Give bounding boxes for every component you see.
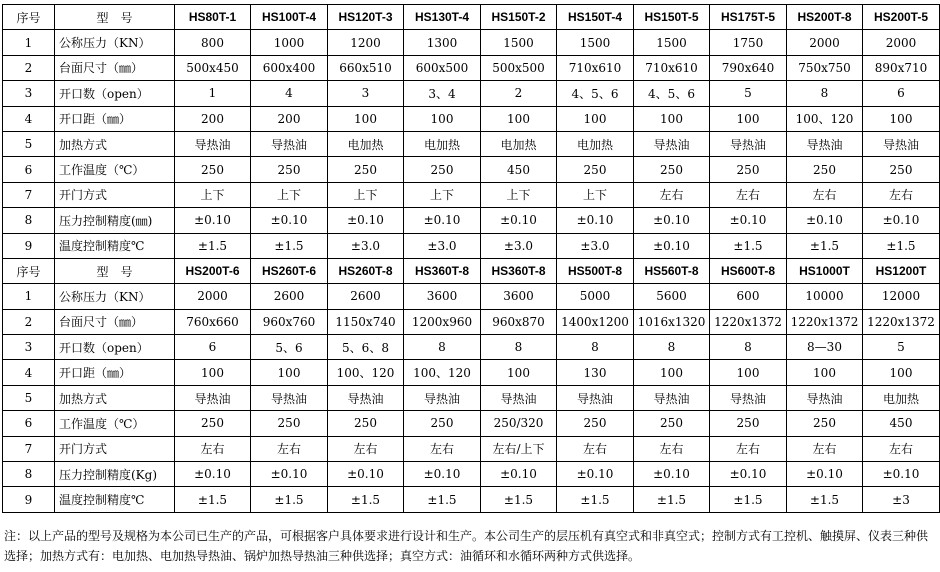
model-header-row [3, 258, 940, 283]
table-cell: ±0.10 [481, 208, 557, 233]
row-index: 5 [3, 131, 55, 156]
table-cell: 250 [634, 157, 710, 182]
table-cell: 5000 [557, 284, 634, 309]
table-row [3, 233, 940, 258]
table-cell: ±0.10 [251, 208, 328, 233]
table-cell: 左右 [404, 436, 481, 461]
table-row [3, 81, 940, 106]
table-cell: 左右 [634, 182, 710, 207]
table-cell: 左右 [634, 436, 710, 461]
table-cell: 500x500 [481, 55, 557, 80]
table-cell: 左右/上下 [481, 436, 557, 461]
model-name: HS360T-8 [481, 258, 557, 283]
table-cell: 8 [710, 335, 787, 360]
table-cell: 130 [557, 360, 634, 385]
table-cell: 左右 [251, 436, 328, 461]
model-name: HS600T-8 [710, 258, 787, 283]
table-cell: 250 [328, 411, 404, 436]
table-row [3, 436, 940, 461]
model-name: HS260T-6 [251, 258, 328, 283]
table-row [3, 182, 940, 207]
table-cell: ±1.5 [251, 233, 328, 258]
row-index: 4 [3, 106, 55, 131]
table-cell: 100 [328, 106, 404, 131]
table-cell: 导热油 [710, 131, 787, 156]
row-index: 7 [3, 436, 55, 461]
table-cell: 600 [710, 284, 787, 309]
parameter-label: 台面尺寸（㎜） [55, 55, 175, 80]
table-cell: 导热油 [710, 385, 787, 410]
table-row [3, 284, 940, 309]
table-cell: 导热油 [634, 131, 710, 156]
table-cell: 960x870 [481, 309, 557, 334]
row-index: 2 [3, 55, 55, 80]
parameter-label: 公称压力（KN） [55, 284, 175, 309]
table-cell: ±0.10 [634, 462, 710, 487]
table-cell: 250/320 [481, 411, 557, 436]
model-name: HS150T-4 [557, 5, 634, 30]
table-row [3, 30, 940, 55]
model-name: HS260T-8 [328, 258, 404, 283]
parameter-label: 台面尺寸（㎜） [55, 309, 175, 334]
table-cell: 2000 [787, 30, 863, 55]
table-cell: 8 [557, 335, 634, 360]
table-cell: 1500 [557, 30, 634, 55]
table-row [3, 157, 940, 182]
table-cell: 上下 [404, 182, 481, 207]
row-index: 1 [3, 284, 55, 309]
table-cell: ±0.10 [787, 462, 863, 487]
table-cell: ±0.10 [787, 208, 863, 233]
table-cell: 100 [557, 106, 634, 131]
table-cell: 1500 [634, 30, 710, 55]
table-cell: ±1.5 [404, 487, 481, 512]
model-header: 型 号 [55, 258, 175, 283]
table-cell: 960x760 [251, 309, 328, 334]
table-cell: 电加热 [328, 131, 404, 156]
model-name: HS120T-3 [328, 5, 404, 30]
table-cell: ±1.5 [787, 233, 863, 258]
table-row [3, 106, 940, 131]
table-cell: ±0.10 [404, 462, 481, 487]
table-cell: 导热油 [328, 385, 404, 410]
table-cell: 250 [710, 157, 787, 182]
table-cell: 电加热 [404, 131, 481, 156]
model-name: HS100T-4 [251, 5, 328, 30]
parameter-label: 公称压力（KN） [55, 30, 175, 55]
table-cell: ±0.10 [328, 208, 404, 233]
table-cell: 导热油 [787, 131, 863, 156]
table-cell: 750x750 [787, 55, 863, 80]
table-cell: 上下 [251, 182, 328, 207]
table-cell: 100 [481, 360, 557, 385]
table-cell: ±3.0 [404, 233, 481, 258]
table-cell: 5 [863, 335, 940, 360]
table-cell: 导热油 [175, 385, 251, 410]
table-row [3, 335, 940, 360]
table-cell: 左右 [175, 436, 251, 461]
table-cell: 250 [787, 411, 863, 436]
table-cell: 250 [787, 157, 863, 182]
table-cell: 890x710 [863, 55, 940, 80]
model-name: HS200T-8 [787, 5, 863, 30]
table-cell: ±1.5 [175, 487, 251, 512]
table-cell: ±3 [863, 487, 940, 512]
table-cell: 100 [863, 360, 940, 385]
table-cell: 导热油 [175, 131, 251, 156]
model-name: HS200T-6 [175, 258, 251, 283]
table-cell: ±0.10 [175, 208, 251, 233]
table-cell: 1220x1372 [787, 309, 863, 334]
table-cell: 左右 [710, 182, 787, 207]
table-cell: 上下 [328, 182, 404, 207]
table-cell: 左右 [328, 436, 404, 461]
table-cell: 450 [481, 157, 557, 182]
table-cell: 100 [634, 360, 710, 385]
table-cell: 5、6、8 [328, 335, 404, 360]
parameter-label: 开口数（open） [55, 81, 175, 106]
table-cell: ±0.10 [251, 462, 328, 487]
table-cell: 1500 [481, 30, 557, 55]
table-cell: 5600 [634, 284, 710, 309]
table-cell: 100 [787, 360, 863, 385]
table-cell: 8 [634, 335, 710, 360]
table-cell: 3 [328, 81, 404, 106]
table-cell: ±1.5 [634, 487, 710, 512]
table-cell: 1150x740 [328, 309, 404, 334]
table-cell: 导热油 [557, 385, 634, 410]
spec-table [2, 4, 940, 513]
table-cell: 2000 [175, 284, 251, 309]
row-index: 5 [3, 385, 55, 410]
table-cell: 600x400 [251, 55, 328, 80]
table-cell: ±0.10 [634, 233, 710, 258]
table-cell: 1016x1320 [634, 309, 710, 334]
table-cell: 上下 [175, 182, 251, 207]
row-index: 1 [3, 30, 55, 55]
table-cell: 3、4 [404, 81, 481, 106]
table-cell: 电加热 [481, 131, 557, 156]
table-row [3, 487, 940, 512]
table-cell: 710x610 [557, 55, 634, 80]
table-cell: ±1.5 [481, 487, 557, 512]
model-name: HS130T-4 [404, 5, 481, 30]
table-cell: 250 [175, 157, 251, 182]
parameter-label: 开门方式 [55, 436, 175, 461]
table-cell: 2 [481, 81, 557, 106]
parameter-label: 工作温度（℃） [55, 157, 175, 182]
row-index: 7 [3, 182, 55, 207]
parameter-label: 加热方式 [55, 385, 175, 410]
table-cell: 250 [251, 157, 328, 182]
table-row [3, 360, 940, 385]
model-name: HS1000T [787, 258, 863, 283]
table-cell: ±3.0 [557, 233, 634, 258]
index-header: 序号 [3, 258, 55, 283]
table-cell: 710x610 [634, 55, 710, 80]
table-cell: 2000 [863, 30, 940, 55]
model-name: HS1200T [863, 258, 940, 283]
table-cell: 5 [710, 81, 787, 106]
table-cell: 4、5、6 [557, 81, 634, 106]
table-cell: 250 [251, 411, 328, 436]
table-cell: ±0.10 [328, 462, 404, 487]
table-row [3, 55, 940, 80]
model-name: HS175T-5 [710, 5, 787, 30]
row-index: 6 [3, 157, 55, 182]
row-index: 8 [3, 462, 55, 487]
table-cell: 250 [863, 157, 940, 182]
table-row [3, 131, 940, 156]
table-cell: ±1.5 [557, 487, 634, 512]
table-cell: 450 [863, 411, 940, 436]
table-cell: ±0.10 [404, 208, 481, 233]
parameter-label: 开口距（㎜） [55, 360, 175, 385]
table-cell: 660x510 [328, 55, 404, 80]
table-cell: 导热油 [251, 385, 328, 410]
table-cell: 100 [710, 106, 787, 131]
table-cell: ±3.0 [328, 233, 404, 258]
table-cell: 100 [710, 360, 787, 385]
table-cell: 导热油 [404, 385, 481, 410]
table-cell: 760x660 [175, 309, 251, 334]
table-cell: 250 [404, 157, 481, 182]
table-cell: 2600 [328, 284, 404, 309]
footnote: 注：以上产品的型号及规格为本公司已生产的产品，可根据客户具体要求进行设计和生产。本公司生产的层压机有真空式和非真空式；控制方式有工控机、触摸屏、仪表三种供选择；加热方式有：电加热、电加热导热油、锅炉加热导热油三种供选择；真空方式：油循环和水循环两种方式供选择。 [4, 529, 929, 563]
table-cell: ±1.5 [787, 487, 863, 512]
table-cell: 100、120 [328, 360, 404, 385]
parameter-label: 开口距（㎜） [55, 106, 175, 131]
table-cell: 上下 [557, 182, 634, 207]
model-name: HS150T-2 [481, 5, 557, 30]
table-cell: ±0.10 [557, 462, 634, 487]
table-cell: 导热油 [481, 385, 557, 410]
table-cell: 4、5、6 [634, 81, 710, 106]
table-cell: 1300 [404, 30, 481, 55]
table-cell: ±1.5 [710, 233, 787, 258]
table-cell: ±1.5 [710, 487, 787, 512]
table-cell: 1 [175, 81, 251, 106]
table-cell: 1200 [328, 30, 404, 55]
parameter-label: 温度控制精度℃ [55, 487, 175, 512]
row-index: 9 [3, 233, 55, 258]
table-cell: 100 [251, 360, 328, 385]
parameter-label: 压力控制精度(㎜) [55, 208, 175, 233]
spec-table-body [3, 5, 940, 513]
table-cell: 8—30 [787, 335, 863, 360]
table-cell: 导热油 [863, 131, 940, 156]
parameter-label: 压力控制精度(Kg) [55, 462, 175, 487]
model-name: HS560T-8 [634, 258, 710, 283]
table-cell: 左右 [557, 436, 634, 461]
table-row [3, 411, 940, 436]
table-cell: 200 [175, 106, 251, 131]
parameter-label: 加热方式 [55, 131, 175, 156]
table-cell: 左右 [787, 436, 863, 461]
index-header: 序号 [3, 5, 55, 30]
table-cell: ±3.0 [481, 233, 557, 258]
table-cell: 4 [251, 81, 328, 106]
table-cell: 250 [175, 411, 251, 436]
table-row [3, 208, 940, 233]
table-cell: 3600 [404, 284, 481, 309]
table-cell: 800 [175, 30, 251, 55]
table-cell: 左右 [710, 436, 787, 461]
table-cell: 10000 [787, 284, 863, 309]
table-cell: 3600 [481, 284, 557, 309]
table-cell: 250 [710, 411, 787, 436]
table-cell: 12000 [863, 284, 940, 309]
table-cell: 8 [404, 335, 481, 360]
model-name: HS80T-1 [175, 5, 251, 30]
table-cell: 1200x960 [404, 309, 481, 334]
table-cell: ±0.10 [175, 462, 251, 487]
model-name: HS200T-5 [863, 5, 940, 30]
table-cell: 790x640 [710, 55, 787, 80]
table-cell: 2600 [251, 284, 328, 309]
table-cell: 250 [557, 157, 634, 182]
parameter-label: 开门方式 [55, 182, 175, 207]
row-index: 8 [3, 208, 55, 233]
row-index: 6 [3, 411, 55, 436]
table-cell: ±0.10 [710, 208, 787, 233]
model-header: 型 号 [55, 5, 175, 30]
table-cell: ±1.5 [328, 487, 404, 512]
table-cell: 1400x1200 [557, 309, 634, 334]
parameter-label: 开口数（open） [55, 335, 175, 360]
table-cell: ±1.5 [863, 233, 940, 258]
table-cell: 1000 [251, 30, 328, 55]
table-cell: 100 [634, 106, 710, 131]
table-row [3, 385, 940, 410]
table-cell: 100 [481, 106, 557, 131]
table-cell: 200 [251, 106, 328, 131]
table-cell: 左右 [787, 182, 863, 207]
table-cell: 100 [863, 106, 940, 131]
table-cell: 8 [481, 335, 557, 360]
table-cell: ±1.5 [175, 233, 251, 258]
table-cell: 8 [787, 81, 863, 106]
table-cell: 100、120 [787, 106, 863, 131]
table-cell: 500x450 [175, 55, 251, 80]
model-name: HS360T-8 [404, 258, 481, 283]
model-header-row [3, 5, 940, 30]
table-cell: 导热油 [787, 385, 863, 410]
table-cell: 5、6 [251, 335, 328, 360]
parameter-label: 工作温度（℃） [55, 411, 175, 436]
table-cell: 上下 [481, 182, 557, 207]
table-cell: ±0.10 [557, 208, 634, 233]
table-cell: 100 [175, 360, 251, 385]
row-index: 3 [3, 81, 55, 106]
row-index: 3 [3, 335, 55, 360]
row-index: 2 [3, 309, 55, 334]
table-cell: 左右 [863, 182, 940, 207]
table-cell: 电加热 [863, 385, 940, 410]
table-cell: 250 [328, 157, 404, 182]
table-cell: 左右 [863, 436, 940, 461]
row-index: 9 [3, 487, 55, 512]
table-cell: 导热油 [634, 385, 710, 410]
table-cell: 1220x1372 [863, 309, 940, 334]
table-row [3, 462, 940, 487]
parameter-label: 温度控制精度℃ [55, 233, 175, 258]
table-cell: 250 [634, 411, 710, 436]
table-cell: 100 [404, 106, 481, 131]
table-cell: ±0.10 [710, 462, 787, 487]
table-cell: ±0.10 [634, 208, 710, 233]
table-cell: ±0.10 [863, 462, 940, 487]
table-cell: 电加热 [557, 131, 634, 156]
table-cell: 100、120 [404, 360, 481, 385]
table-cell: 6 [863, 81, 940, 106]
table-cell: 600x500 [404, 55, 481, 80]
table-cell: ±0.10 [481, 462, 557, 487]
table-cell: 导热油 [251, 131, 328, 156]
model-name: HS500T-8 [557, 258, 634, 283]
table-cell: 250 [557, 411, 634, 436]
table-cell: 250 [404, 411, 481, 436]
table-cell: ±1.5 [251, 487, 328, 512]
table-cell: 1750 [710, 30, 787, 55]
table-cell: 6 [175, 335, 251, 360]
table-row [3, 309, 940, 334]
row-index: 4 [3, 360, 55, 385]
table-cell: 1220x1372 [710, 309, 787, 334]
table-cell: ±0.10 [863, 208, 940, 233]
model-name: HS150T-5 [634, 5, 710, 30]
